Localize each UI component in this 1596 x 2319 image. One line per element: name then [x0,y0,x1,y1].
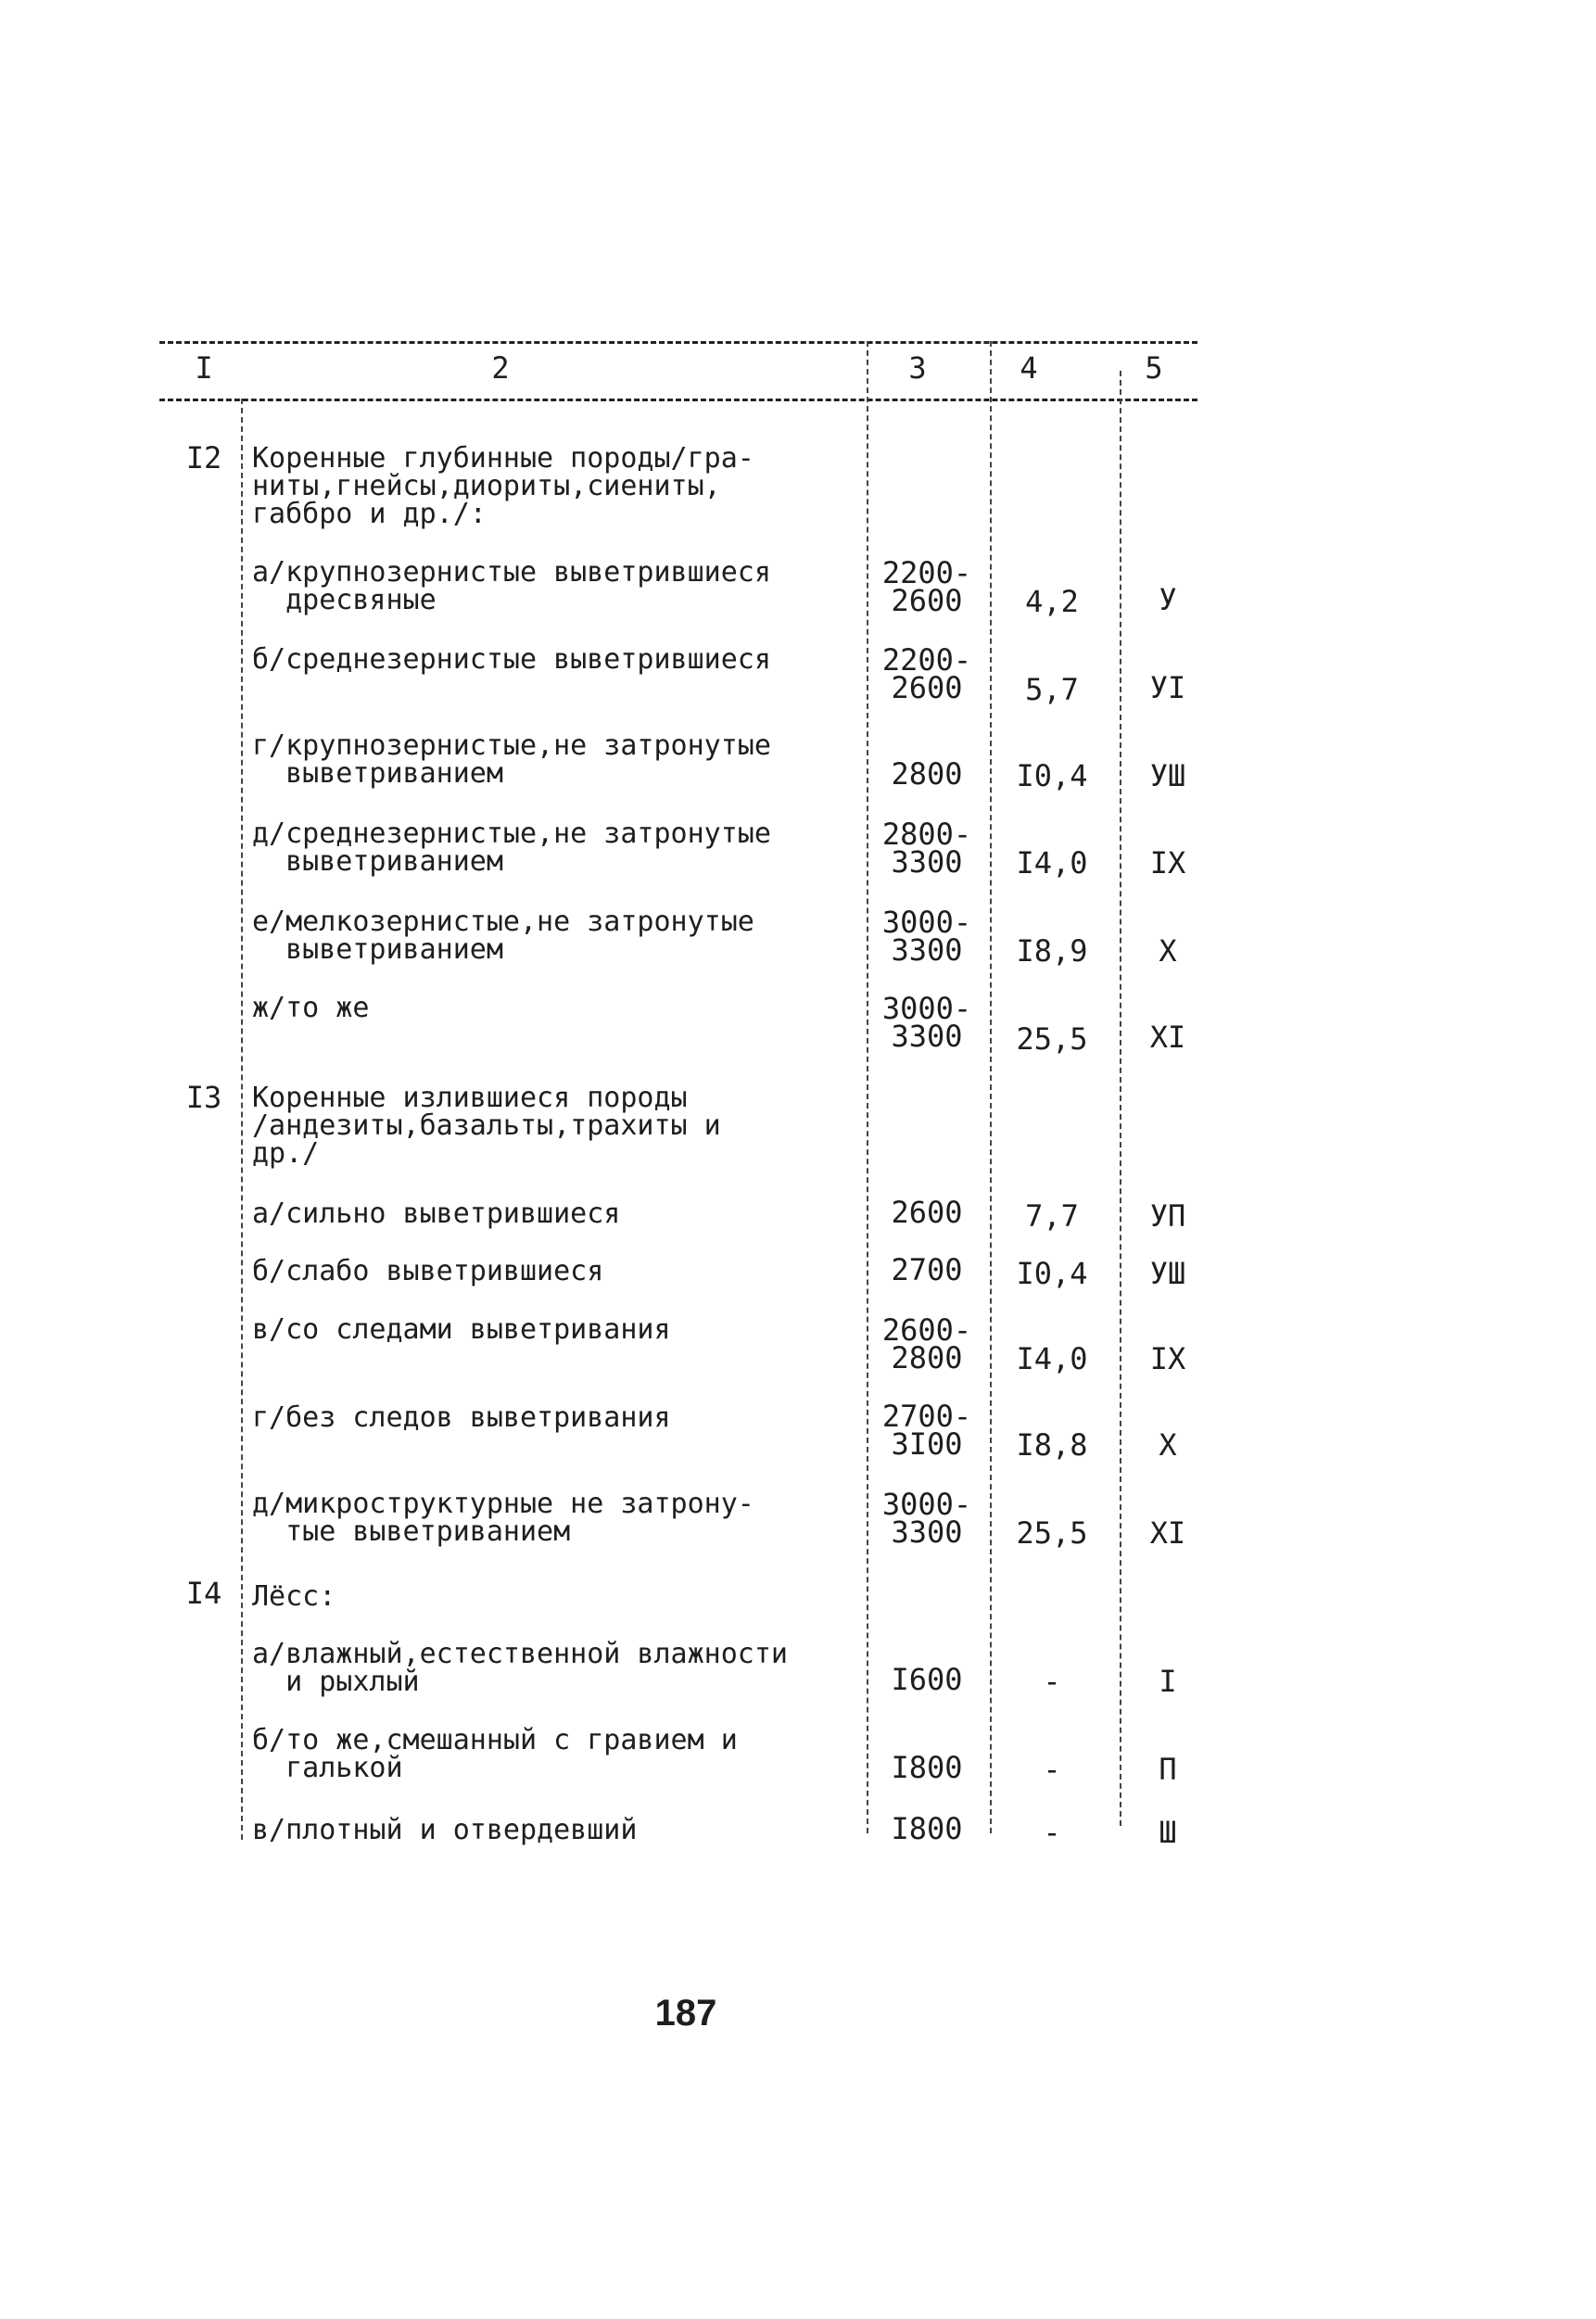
row-coefficient: 25,5 [1016,1515,1088,1551]
row-density: 3000- 3300 [881,905,972,968]
row-description: д/среднезернистые,не затронутые выветриванием [252,817,771,878]
row-description: а/крупнозернистые выветрившиеся дресвяные [252,556,771,616]
row-description: в/плотный и отвердевший [252,1814,638,1846]
row-description: в/со следами выветривания [252,1313,671,1346]
header-col-1: I [195,350,213,386]
column-rule-1 [241,399,243,1840]
row-coefficient: I8,8 [1016,1427,1088,1463]
row-coefficient: - [1043,1664,1061,1699]
row-description: г/без следов выветривания [252,1401,671,1434]
row-category: УШ [1149,1256,1186,1291]
row-coefficient: 25,5 [1016,1021,1088,1057]
row-category: X [1159,1427,1177,1463]
group-title: Коренные излившиеся породы /андезиты,базальты,трахиты и др./ [252,1082,721,1170]
page-number: 187 [654,1993,717,2034]
group-number: I3 [185,1080,222,1115]
row-category: П [1159,1752,1177,1787]
header-bottom-rule [159,399,1197,401]
row-description: б/среднезернистые выветрившиеся [252,643,771,676]
row-density: 2200- 2600 [881,555,972,618]
header-col-3: 3 [908,350,927,386]
column-rule-3 [990,341,992,1833]
row-description: а/сильно выветрившиеся [252,1198,621,1230]
row-category: У [1159,582,1177,617]
row-category: XI [1149,1515,1186,1551]
group-number: I2 [185,440,222,475]
header-col-2: 2 [491,350,510,386]
row-density: 2600- 2800 [881,1312,972,1375]
row-density: 2700- 3I00 [881,1399,972,1462]
row-density: 2700 [891,1252,963,1287]
column-rule-2 [867,341,868,1833]
row-description: г/крупнозернистые,не затронутые выветриванием [252,729,771,790]
row-density: 3000- 3300 [881,1487,972,1550]
row-description: д/микроструктурные не затрону- тые выветриванием [252,1488,754,1548]
row-category: I [1159,1664,1177,1699]
row-coefficient: 4,2 [1025,584,1079,619]
row-density: 2800- 3300 [881,817,972,880]
row-coefficient: - [1043,1815,1061,1850]
row-density: I600 [891,1662,963,1697]
row-coefficient: I0,4 [1016,1256,1088,1291]
row-coefficient: I4,0 [1016,1341,1088,1376]
header-col-5: 5 [1145,350,1163,386]
row-coefficient: I4,0 [1016,845,1088,881]
row-density: I800 [891,1811,963,1846]
row-coefficient: 5,7 [1025,672,1079,707]
row-density: 2600 [891,1195,963,1230]
row-description: ж/то же [252,992,370,1024]
group-title: Лёсс: [252,1580,336,1613]
row-category: УI [1149,670,1186,705]
row-density: 2800 [891,756,963,792]
group-title: Коренные глубинные породы/гра- ниты,гнейсы,диориты,сиениты, габбро и др./: [252,442,754,530]
row-description: б/то же,смешанный с гравием и галькой [252,1724,738,1784]
row-description: а/влажный,естественной влажности и рыхлый [252,1638,788,1698]
header-col-4: 4 [1020,350,1038,386]
row-density: I800 [891,1750,963,1785]
header-top-rule [159,341,1197,344]
row-coefficient: I0,4 [1016,758,1088,793]
row-coefficient: I8,9 [1016,933,1088,969]
row-category: IX [1149,845,1186,881]
row-category: УШ [1149,758,1186,793]
row-description: б/слабо выветрившиеся [252,1255,604,1287]
row-category: УП [1149,1198,1186,1234]
row-category: X [1159,933,1177,969]
row-coefficient: - [1043,1752,1061,1787]
row-category: Ш [1159,1815,1177,1850]
row-density: 3000- 3300 [881,991,972,1054]
row-category: IX [1149,1341,1186,1376]
row-description: е/мелкозернистые,не затронутые выветриванием [252,906,754,966]
row-category: XI [1149,1020,1186,1055]
row-density: 2200- 2600 [881,642,972,705]
row-coefficient: 7,7 [1025,1198,1079,1234]
group-number: I4 [185,1576,222,1611]
